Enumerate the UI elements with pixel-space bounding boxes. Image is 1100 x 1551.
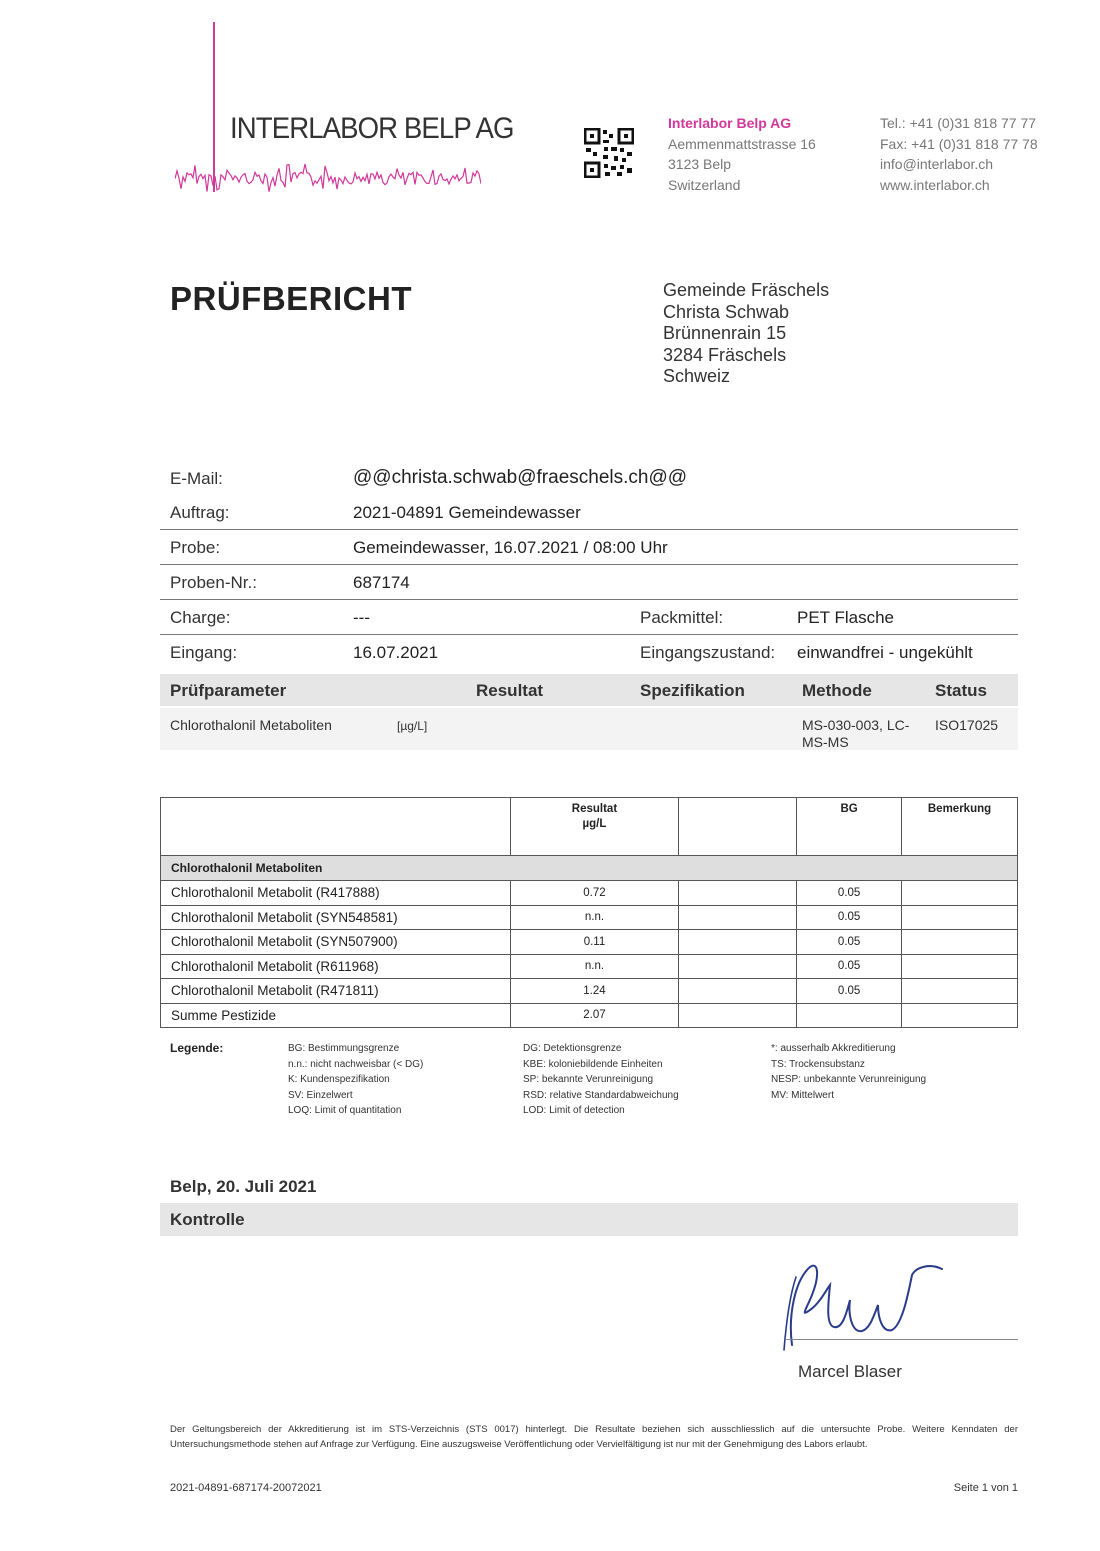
company-fax: Fax: +41 (0)31 818 77 78 bbox=[880, 135, 1038, 152]
row-spacer bbox=[679, 930, 797, 955]
row-name: Chlorothalonil Metabolit (SYN548581) bbox=[161, 905, 511, 930]
row-bg: 0.05 bbox=[797, 930, 902, 955]
parameter-header bbox=[160, 674, 1018, 706]
legend-column-2 bbox=[523, 1041, 679, 1119]
row-bemerkung bbox=[902, 954, 1018, 979]
row-name: Chlorothalonil Metabolit (SYN507900) bbox=[161, 930, 511, 955]
row-name: Chlorothalonil Metabolit (R471811) bbox=[161, 979, 511, 1004]
kontrolle-label: Kontrolle bbox=[170, 1210, 245, 1229]
legend-entry: LOQ: Limit of quantitation bbox=[288, 1105, 402, 1116]
row-spacer bbox=[679, 881, 797, 906]
recipient-line: Brünnenrain 15 bbox=[663, 323, 787, 344]
header-status: Status bbox=[935, 681, 987, 700]
company-logo: INTERLABOR BELP AG bbox=[230, 112, 514, 145]
row-resultat: n.n. bbox=[510, 905, 679, 930]
probe-value: Gemeindewasser, 16.07.2021 / 08:00 Uhr bbox=[353, 538, 668, 557]
row-bg: 0.05 bbox=[797, 905, 902, 930]
email-label: E-Mail: bbox=[170, 469, 223, 488]
legend-entry: K: Kundenspezifikation bbox=[288, 1074, 390, 1085]
info-row-eingang bbox=[160, 636, 1018, 669]
row-name: Chlorothalonil Metabolit (R611968) bbox=[161, 954, 511, 979]
recipient-line: Christa Schwab bbox=[663, 301, 790, 322]
legend-title: Legende: bbox=[170, 1041, 224, 1055]
table-row-total bbox=[161, 1003, 1018, 1028]
legend-entry: NESP: unbekannte Verunreinigung bbox=[771, 1074, 927, 1085]
results-table bbox=[160, 797, 1018, 1028]
parameter-unit: [µg/L] bbox=[397, 719, 428, 733]
qr-code-icon bbox=[584, 128, 634, 178]
row-resultat: 2.07 bbox=[510, 1003, 679, 1028]
row-bemerkung bbox=[902, 979, 1018, 1004]
results-header-row bbox=[161, 798, 1018, 856]
header-unit-label: µg/L bbox=[582, 818, 607, 830]
legend-entry: LOD: Limit of detection bbox=[523, 1105, 625, 1116]
row-bemerkung bbox=[902, 930, 1018, 955]
parameter-row bbox=[160, 708, 1018, 750]
results-group-row bbox=[161, 856, 1018, 881]
recipient-line: 3284 Fräschels bbox=[663, 344, 787, 365]
parameter-status: ISO17025 bbox=[935, 717, 999, 733]
row-spacer bbox=[679, 954, 797, 979]
legend-entry: SV: Einzelwert bbox=[288, 1089, 353, 1101]
legend-entry: DG: Detektionsgrenze bbox=[523, 1043, 622, 1054]
row-spacer bbox=[679, 905, 797, 930]
row-name: Chlorothalonil Metabolit (R417888) bbox=[161, 881, 511, 906]
header-resultat-cell bbox=[510, 798, 679, 856]
charge-value: --- bbox=[353, 608, 370, 627]
place-date: Belp, 20. Juli 2021 bbox=[170, 1177, 317, 1196]
legend-entry: TS: Trockensubstanz bbox=[771, 1058, 865, 1070]
packmittel-value: PET Flasche bbox=[797, 608, 895, 627]
header-methode: Methode bbox=[802, 681, 872, 700]
row-resultat: 0.72 bbox=[510, 881, 679, 906]
page-number: Seite 1 von 1 bbox=[953, 1482, 1018, 1494]
row-bg: 0.05 bbox=[797, 954, 902, 979]
info-row-email bbox=[160, 462, 1018, 495]
row-resultat: 0.11 bbox=[510, 930, 679, 955]
row-bg bbox=[797, 1003, 902, 1028]
info-row-probe bbox=[160, 531, 1018, 565]
charge-label: Charge: bbox=[170, 608, 231, 627]
company-city: 3123 Belp bbox=[668, 156, 732, 172]
row-name: Summe Pestizide bbox=[161, 1003, 511, 1028]
info-row-charge bbox=[160, 601, 1018, 635]
probe-label: Probe: bbox=[170, 538, 221, 557]
row-resultat: 1.24 bbox=[510, 979, 679, 1004]
email-value: @@christa.schwab@fraeschels.ch@@ bbox=[353, 467, 688, 488]
signature-graphic bbox=[770, 1255, 960, 1355]
proben-nr-value: 687174 bbox=[353, 573, 410, 592]
recipient-address bbox=[663, 280, 829, 388]
eingang-label: Eingang: bbox=[170, 643, 238, 662]
legend-entry: SP: bekannte Verunreinigung bbox=[523, 1074, 654, 1085]
company-tel: Tel.: +41 (0)31 818 77 77 bbox=[880, 115, 1037, 131]
row-bemerkung bbox=[902, 881, 1018, 906]
legend-entry: *: ausserhalb Akkreditierung bbox=[771, 1043, 896, 1054]
table-row bbox=[161, 954, 1018, 979]
legend-column-1 bbox=[288, 1041, 423, 1119]
parameter-name: Chlorothalonil Metaboliten bbox=[170, 717, 332, 733]
row-bemerkung bbox=[902, 905, 1018, 930]
header-spezifikation: Spezifikation bbox=[640, 681, 745, 700]
info-row-proben-nr bbox=[160, 566, 1018, 600]
eingang-value: 16.07.2021 bbox=[353, 643, 439, 662]
header-empty-cell bbox=[161, 798, 511, 856]
company-country: Switzerland bbox=[668, 176, 741, 193]
eingangszustand-value: einwandfrei - ungekühlt bbox=[797, 643, 973, 662]
legend-entry: RSD: relative Standardabweichung bbox=[523, 1089, 679, 1101]
row-bg: 0.05 bbox=[797, 881, 902, 906]
packmittel-label: Packmittel: bbox=[640, 608, 724, 627]
disclaimer-text: Der Geltungsbereich der Akkreditierung ist im STS-Verzeichnis (STS 0017) hinterlegt. Die Resultate beziehen sich ausschliesslich auf die untersuchte Probe. Weitere Kenndaten der Untersuchungsmethode stehen auf Anfrage zur Verfügung. Eine auszugsweise Veröffentlichung oder Vervielfältigung ist nur mit der Genehmigung des Labors erlaubt. bbox=[170, 1424, 1018, 1450]
legend-entry: n.n.: nicht nachweisbar (< DG) bbox=[288, 1058, 424, 1070]
signer-name: Marcel Blaser bbox=[798, 1362, 902, 1381]
parameter-methode-line1: MS-030-003, LC- bbox=[802, 717, 910, 733]
header-bg-cell: BG bbox=[797, 798, 902, 856]
parameter-methode-line2: MS-MS bbox=[802, 734, 849, 750]
legend-entry: MV: Mittelwert bbox=[771, 1089, 834, 1101]
company-contact bbox=[880, 113, 1038, 195]
group-label: Chlorothalonil Metaboliten bbox=[161, 856, 1018, 881]
header-empty-cell bbox=[679, 798, 797, 856]
row-spacer bbox=[679, 1003, 797, 1028]
info-row-auftrag bbox=[160, 496, 1018, 530]
table-row bbox=[161, 979, 1018, 1004]
header-bemerkung-cell: Bemerkung bbox=[902, 798, 1018, 856]
company-address bbox=[668, 113, 816, 195]
auftrag-label: Auftrag: bbox=[170, 503, 230, 522]
legend-entry: KBE: koloniebildende Einheiten bbox=[523, 1058, 663, 1070]
header-pruefparameter: Prüfparameter bbox=[170, 681, 287, 700]
company-street: Aemmenmattstrasse 16 bbox=[668, 135, 816, 152]
proben-nr-label: Proben-Nr.: bbox=[170, 573, 257, 592]
row-spacer bbox=[679, 979, 797, 1004]
row-resultat: n.n. bbox=[510, 954, 679, 979]
company-email: info@interlabor.ch bbox=[880, 156, 994, 172]
row-bemerkung bbox=[902, 1003, 1018, 1028]
document-title: PRÜFBERICHT bbox=[170, 280, 412, 317]
row-bg: 0.05 bbox=[797, 979, 902, 1004]
document-id: 2021-04891-687174-20072021 bbox=[170, 1482, 322, 1494]
kontrolle-band bbox=[160, 1203, 1018, 1236]
recipient-line: Schweiz bbox=[663, 366, 731, 387]
signature-line bbox=[785, 1339, 1018, 1340]
company-web: www.interlabor.ch bbox=[880, 176, 990, 193]
table-row bbox=[161, 930, 1018, 955]
auftrag-value: 2021-04891 Gemeindewasser bbox=[353, 503, 581, 522]
table-row bbox=[161, 881, 1018, 906]
legend-column-3 bbox=[771, 1041, 926, 1103]
table-row bbox=[161, 905, 1018, 930]
header-resultat: Resultat bbox=[476, 681, 544, 700]
header-resultat-label: Resultat bbox=[571, 803, 618, 815]
company-name: Interlabor Belp AG bbox=[668, 115, 792, 131]
recipient-line: Gemeinde Fräschels bbox=[663, 280, 830, 300]
eingangszustand-label: Eingangszustand: bbox=[640, 643, 776, 662]
legend-entry: BG: Bestimmungsgrenze bbox=[288, 1043, 400, 1054]
logo-spectrum-graphic bbox=[175, 150, 481, 198]
